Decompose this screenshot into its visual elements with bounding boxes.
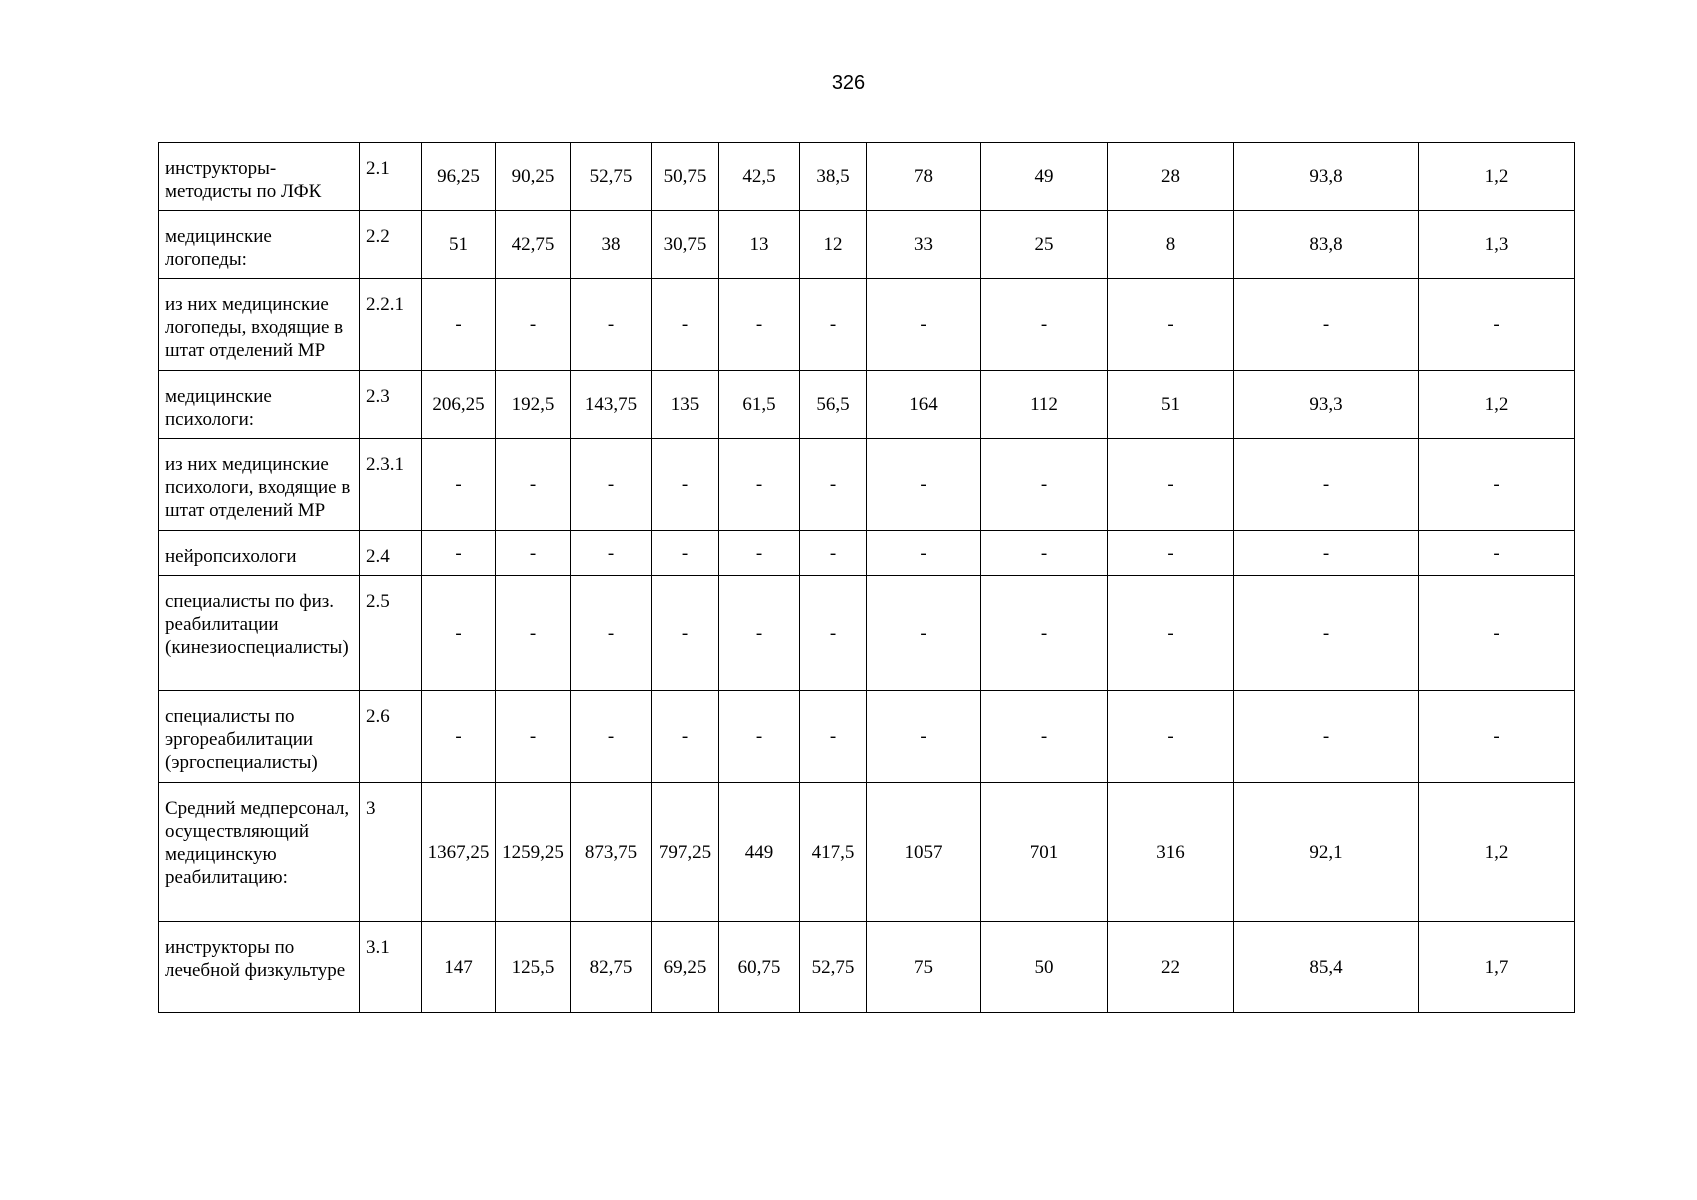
value-cell: 51 [1108, 371, 1234, 439]
value-cell: - [422, 531, 496, 576]
value-cell: - [1419, 531, 1575, 576]
value-cell: - [1108, 439, 1234, 531]
row-name-cell: из них медицинские психологи, входящие в штат отделений МР [159, 439, 360, 531]
table-row [159, 691, 1575, 783]
value-cell: 51 [422, 211, 496, 279]
value-cell: 61,5 [719, 371, 800, 439]
value-cell: 701 [981, 783, 1108, 922]
value-cell: 38,5 [800, 143, 867, 211]
value-cell: 92,1 [1234, 783, 1419, 922]
value-cell: - [1234, 576, 1419, 691]
value-cell: 316 [1108, 783, 1234, 922]
row-code-cell: 3.1 [360, 922, 422, 1013]
value-cell: 38 [571, 211, 652, 279]
value-cell: 75 [867, 922, 981, 1013]
value-cell: 33 [867, 211, 981, 279]
value-cell: - [1108, 279, 1234, 371]
value-cell: 96,25 [422, 143, 496, 211]
value-cell: - [981, 576, 1108, 691]
row-name-cell: нейропсихологи [159, 531, 360, 576]
value-cell: - [1419, 576, 1575, 691]
value-cell: - [1108, 531, 1234, 576]
value-cell: - [571, 691, 652, 783]
value-cell: 1,2 [1419, 143, 1575, 211]
value-cell: 52,75 [800, 922, 867, 1013]
row-code-cell: 2.2 [360, 211, 422, 279]
value-cell: - [1108, 691, 1234, 783]
value-cell: - [719, 439, 800, 531]
value-cell: 873,75 [571, 783, 652, 922]
table-row [159, 371, 1575, 439]
row-code-cell: 3 [360, 783, 422, 922]
value-cell: 1367,25 [422, 783, 496, 922]
table-body [159, 143, 1575, 1013]
value-cell: - [652, 691, 719, 783]
row-name-cell: специалисты по эргореабилитации (эргоспециалисты) [159, 691, 360, 783]
value-cell: - [867, 691, 981, 783]
value-cell: - [496, 531, 571, 576]
value-cell: - [496, 279, 571, 371]
row-name-cell: Средний медперсонал, осуществляющий медицинскую реабилитацию: [159, 783, 360, 922]
table-row [159, 576, 1575, 691]
value-cell: - [867, 439, 981, 531]
table-row [159, 211, 1575, 279]
page-number: 326 [831, 72, 866, 94]
value-cell: - [652, 279, 719, 371]
value-cell: - [867, 576, 981, 691]
value-cell: 50,75 [652, 143, 719, 211]
row-name-cell: специалисты по физ. реабилитации (кинезиоспециалисты) [159, 576, 360, 691]
table-row [159, 783, 1575, 922]
value-cell: - [719, 691, 800, 783]
value-cell: 52,75 [571, 143, 652, 211]
value-cell: - [800, 439, 867, 531]
table-row [159, 143, 1575, 211]
row-name-cell: медицинские психологи: [159, 371, 360, 439]
value-cell: - [1419, 439, 1575, 531]
value-cell: - [800, 531, 867, 576]
value-cell: - [1234, 439, 1419, 531]
value-cell: 417,5 [800, 783, 867, 922]
value-cell: - [867, 531, 981, 576]
value-cell: - [496, 439, 571, 531]
value-cell: 22 [1108, 922, 1234, 1013]
row-name-cell: медицинские логопеды: [159, 211, 360, 279]
value-cell: 30,75 [652, 211, 719, 279]
value-cell: 1,3 [1419, 211, 1575, 279]
row-code-cell: 2.2.1 [360, 279, 422, 371]
value-cell: 25 [981, 211, 1108, 279]
table-row [159, 922, 1575, 1013]
value-cell: 449 [719, 783, 800, 922]
value-cell: - [1234, 531, 1419, 576]
value-cell: 42,5 [719, 143, 800, 211]
value-cell: - [571, 576, 652, 691]
value-cell: 28 [1108, 143, 1234, 211]
value-cell: - [981, 531, 1108, 576]
value-cell: 192,5 [496, 371, 571, 439]
value-cell: - [981, 439, 1108, 531]
value-cell: - [800, 691, 867, 783]
value-cell: - [652, 576, 719, 691]
value-cell: - [422, 279, 496, 371]
value-cell: - [1234, 279, 1419, 371]
table-row [159, 531, 1575, 576]
value-cell: - [422, 439, 496, 531]
value-cell: 1,2 [1419, 783, 1575, 922]
value-cell: 12 [800, 211, 867, 279]
value-cell: - [652, 439, 719, 531]
value-cell: - [1419, 691, 1575, 783]
value-cell: 85,4 [1234, 922, 1419, 1013]
value-cell: 50 [981, 922, 1108, 1013]
value-cell: - [571, 531, 652, 576]
value-cell: 56,5 [800, 371, 867, 439]
value-cell: 93,3 [1234, 371, 1419, 439]
value-cell: - [422, 691, 496, 783]
row-code-cell: 2.5 [360, 576, 422, 691]
table-row [159, 279, 1575, 371]
value-cell: 147 [422, 922, 496, 1013]
row-code-cell: 2.4 [360, 531, 422, 576]
value-cell: - [422, 576, 496, 691]
row-code-cell: 2.1 [360, 143, 422, 211]
value-cell: 206,25 [422, 371, 496, 439]
value-cell: - [719, 576, 800, 691]
value-cell: 1259,25 [496, 783, 571, 922]
row-name-cell: инструкторы по лечебной физкультуре [159, 922, 360, 1013]
row-code-cell: 2.3.1 [360, 439, 422, 531]
value-cell: - [981, 691, 1108, 783]
value-cell: - [719, 531, 800, 576]
value-cell: - [571, 279, 652, 371]
value-cell: 797,25 [652, 783, 719, 922]
value-cell: 1057 [867, 783, 981, 922]
staffing-table [158, 142, 1575, 1013]
row-name-cell: инструкторы-методисты по ЛФК [159, 143, 360, 211]
value-cell: 112 [981, 371, 1108, 439]
value-cell: - [1419, 279, 1575, 371]
value-cell: - [571, 439, 652, 531]
value-cell: 60,75 [719, 922, 800, 1013]
row-code-cell: 2.6 [360, 691, 422, 783]
value-cell: 78 [867, 143, 981, 211]
value-cell: - [1234, 691, 1419, 783]
value-cell: 164 [867, 371, 981, 439]
value-cell: 69,25 [652, 922, 719, 1013]
value-cell: - [800, 576, 867, 691]
value-cell: 49 [981, 143, 1108, 211]
value-cell: - [981, 279, 1108, 371]
value-cell: - [652, 531, 719, 576]
value-cell: 8 [1108, 211, 1234, 279]
value-cell: - [1108, 576, 1234, 691]
value-cell: 125,5 [496, 922, 571, 1013]
value-cell: 93,8 [1234, 143, 1419, 211]
value-cell: - [719, 279, 800, 371]
table-row [159, 439, 1575, 531]
value-cell: 135 [652, 371, 719, 439]
value-cell: 82,75 [571, 922, 652, 1013]
row-code-cell: 2.3 [360, 371, 422, 439]
row-name-cell: из них медицинские логопеды, входящие в штат отделений МР [159, 279, 360, 371]
value-cell: - [496, 576, 571, 691]
value-cell: - [496, 691, 571, 783]
value-cell: - [867, 279, 981, 371]
value-cell: 90,25 [496, 143, 571, 211]
value-cell: 1,7 [1419, 922, 1575, 1013]
value-cell: 13 [719, 211, 800, 279]
value-cell: - [800, 279, 867, 371]
value-cell: 143,75 [571, 371, 652, 439]
value-cell: 1,2 [1419, 371, 1575, 439]
value-cell: 83,8 [1234, 211, 1419, 279]
value-cell: 42,75 [496, 211, 571, 279]
